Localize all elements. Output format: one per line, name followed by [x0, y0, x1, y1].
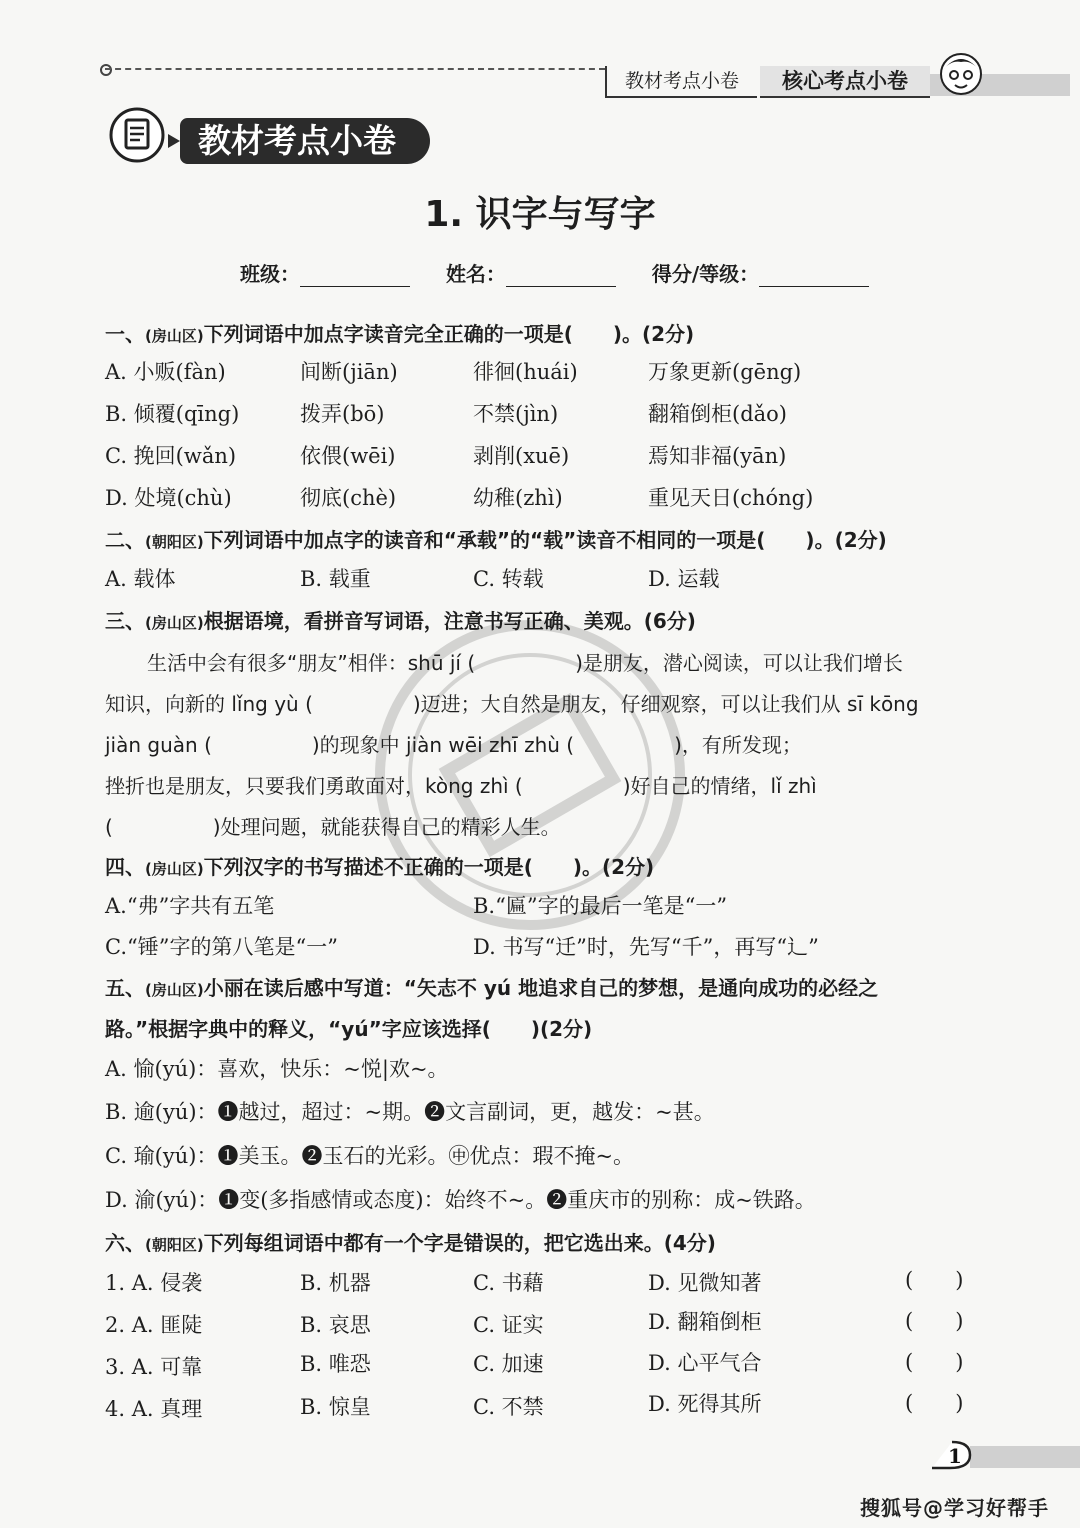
q6-row-4-c: C. 不禁: [473, 1395, 544, 1419]
q5-option-a: A. 愉(yú)：喜欢，快乐：~悦|欢~。: [105, 1057, 449, 1081]
q1-row-a-3: 徘徊(huái): [473, 360, 578, 384]
q1-row-b-4: 翻箱倒柜(dǎo): [648, 402, 787, 426]
q2-option-a: A. 载体: [105, 567, 176, 591]
q4-option-a: A.“弗”字共有五笔: [105, 894, 275, 918]
q1-row-d-1: D. 处境(chù): [105, 486, 232, 510]
q1-row-c-4: 焉知非福(yān): [648, 444, 787, 468]
q1-row-b-3: 不禁(jìn): [473, 402, 559, 426]
q1-row-a-2: 间断(jiān): [300, 360, 398, 384]
q6-row-3-a: 3. A. 可靠: [105, 1355, 203, 1379]
section-banner: 教材考点小卷: [180, 118, 430, 164]
q3-line-5: ( )处理问题，就能获得自己的精彩人生。: [105, 815, 561, 839]
name-label: 姓名：: [445, 262, 506, 286]
q5-option-c: C. 瑜(yú)：❶美玉。❷玉石的光彩。㊥优点：瑕不掩~。: [105, 1144, 635, 1168]
q6-answer-3[interactable]: ( ): [905, 1350, 964, 1374]
q1-row-b-2: 拨弄(bō): [300, 402, 385, 426]
q2-option-d: D. 运载: [648, 567, 720, 591]
q1-row-c-3: 剥削(xuē): [473, 444, 570, 468]
q1-row-c-2: 依偎(wēi): [300, 444, 396, 468]
q5-option-d: D. 渝(yú)：❶变(多指感情或态度)：始终不~。❷重庆市的别称：成~铁路。: [105, 1188, 816, 1212]
q5-option-b: B. 逾(yú)：❶越过，超过：~期。❷文言副词，更，越发：~甚。: [105, 1100, 715, 1124]
student-info: [240, 258, 869, 287]
question-2: 二、(朝阳区)下列词语中加点字的读音和“承载”的“载”读音不相同的一项是( )。(2分): [105, 528, 887, 552]
q6-answer-4[interactable]: ( ): [905, 1391, 964, 1415]
class-field[interactable]: [300, 266, 410, 287]
q6-row-3-c: C. 加速: [473, 1352, 544, 1376]
q6-answer-2[interactable]: ( ): [905, 1309, 964, 1333]
header-tab-textbook: 教材考点小卷: [605, 66, 757, 98]
question-4: 四、(房山区)下列汉字的书写描述不正确的一项是( )。(2分): [105, 855, 655, 879]
q3-line-4: 挫折也是朋友，只要我们勇敢面对，kòng zhì ( )好自己的情绪，lǐ zhì: [105, 774, 817, 798]
page-title: 1. 识字与写字: [424, 194, 656, 235]
question-5: 五、(房山区)小丽在读后感中写道：“矢志不 yú 地追求自己的梦想，是通向成功的必经之: [105, 976, 879, 1000]
banner-arrow: [168, 134, 180, 148]
question-5-cont: 路。”根据字典中的释义，“yú”字应该选择( )(2分): [105, 1017, 593, 1041]
q4-option-d: D. 书写“迁”时，先写“千”，再写“辶”: [473, 935, 819, 959]
score-label: 得分/等级：: [651, 262, 760, 286]
class-label: 班级：: [240, 262, 300, 286]
q6-row-4-d: D. 死得其所: [648, 1392, 762, 1416]
q4-option-c: C.“锤”字的第八笔是“一”: [105, 935, 338, 959]
question-1: 一、(房山区)下列词语中加点字读音完全正确的一项是( )。(2分): [105, 322, 695, 346]
page-number-tab: [930, 1440, 1080, 1470]
header-tab-core: 核心考点小卷: [760, 66, 930, 98]
q1-row-a-4: 万象更新(gēng): [648, 360, 802, 384]
header-dot: [100, 64, 112, 76]
footer-watermark: 搜狐号@学习好帮手: [860, 1496, 1049, 1520]
q6-row-1-d: D. 见微知著: [648, 1271, 762, 1295]
q1-row-d-2: 彻底(chè): [300, 486, 397, 510]
header-dashed-line: [105, 68, 605, 70]
q4-option-b: B.“匾”字的最后一笔是“一”: [473, 894, 728, 918]
name-field[interactable]: [506, 266, 616, 287]
question-3: 三、(房山区)根据语境，看拼音写词语，注意书写正确、美观。(6分): [105, 609, 696, 633]
q3-line-3: jiàn guàn ( )的现象中 jiàn wēi zhī zhù ( )，有所发现；: [105, 733, 802, 757]
q6-row-1-b: B. 机器: [300, 1271, 371, 1295]
q6-row-1-a: 1. A. 侵袭: [105, 1271, 203, 1295]
mascot-icon: [935, 48, 987, 100]
q6-row-2-c: C. 证实: [473, 1313, 544, 1337]
q6-row-3-d: D. 心平气合: [648, 1351, 762, 1375]
q1-row-d-4: 重见天日(chóng): [648, 486, 814, 510]
q2-option-b: B. 载重: [300, 567, 371, 591]
q6-row-2-a: 2. A. 匪陡: [105, 1313, 203, 1337]
worksheet-icon: [108, 106, 166, 164]
question-6: 六、(朝阳区)下列每组词语中都有一个字是错误的，把它选出来。(4分): [105, 1231, 716, 1255]
q2-option-c: C. 转载: [473, 567, 544, 591]
q6-row-4-b: B. 惊皇: [300, 1395, 371, 1419]
q1-row-a-1: A. 小贩(fàn): [105, 360, 226, 384]
q1-row-b-1: B. 倾覆(qīng): [105, 402, 240, 426]
q6-row-2-b: B. 哀思: [300, 1313, 371, 1337]
q3-line-2: 知识，向新的 lǐng yù ( )迈进；大自然是朋友，仔细观察，可以让我们从 sī kōng: [105, 692, 919, 716]
q1-row-c-1: C. 挽回(wǎn): [105, 444, 237, 468]
q6-row-3-b: B. 唯恐: [300, 1352, 371, 1376]
q3-line-1: 生活中会有很多“朋友”相伴：shū jí ( )是朋友，潜心阅读，可以让我们增长: [147, 651, 903, 675]
q1-row-d-3: 幼稚(zhì): [473, 486, 563, 510]
score-field[interactable]: [759, 266, 869, 287]
page-number: 1: [948, 1444, 962, 1468]
q6-row-2-d: D. 翻箱倒柜: [648, 1310, 762, 1334]
q6-row-4-a: 4. A. 真理: [105, 1397, 203, 1421]
q6-answer-1[interactable]: ( ): [905, 1268, 964, 1292]
q6-row-1-c: C. 书藉: [473, 1271, 544, 1295]
